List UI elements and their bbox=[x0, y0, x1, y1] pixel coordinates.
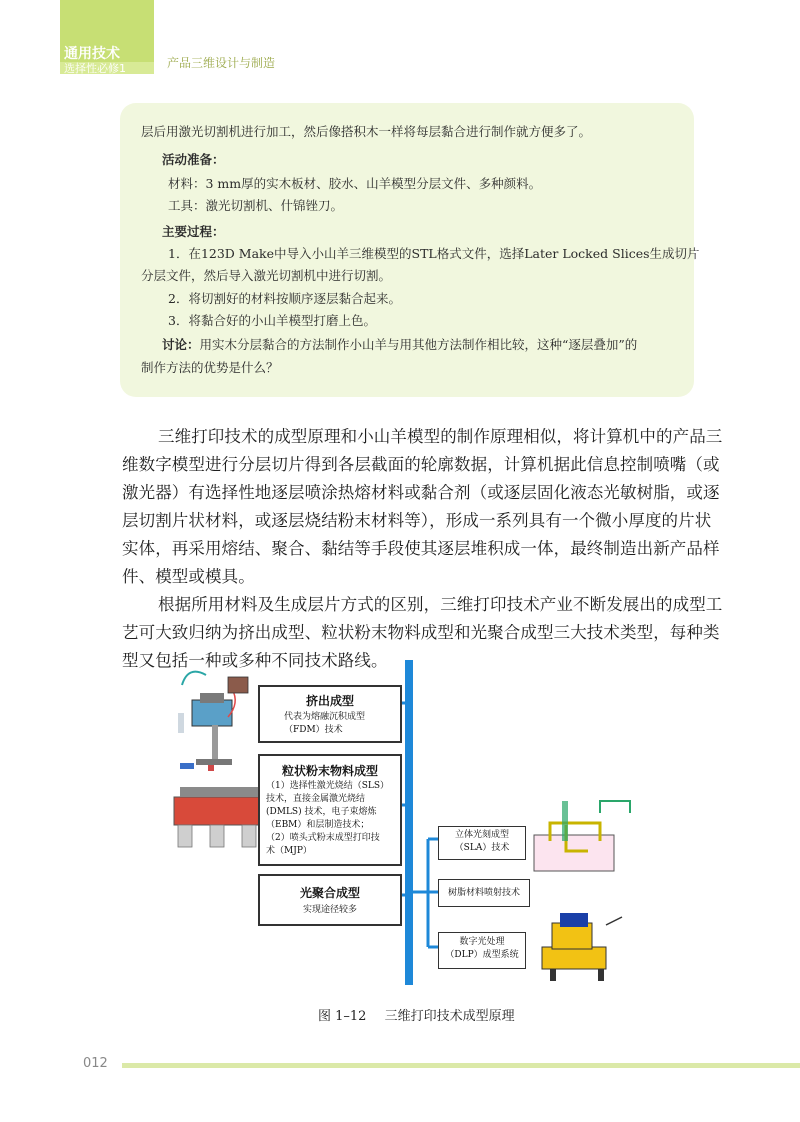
dlp-illustration bbox=[542, 913, 622, 981]
discussion-text: 用实木分层黏合的方法制作小山羊与用其他方法制作相比较，这种“逐层叠加”的 bbox=[199, 337, 638, 352]
box-extrusion-title: 挤出成型 bbox=[305, 694, 354, 708]
paragraph1-line: 实体，再采用熔结、聚合、黏结等手段使其逐层堆积成一体，最终制造出新产品样 bbox=[122, 539, 720, 558]
box-photopolymer-line: 实现途径较多 bbox=[302, 905, 357, 915]
fdm-machine-illustration bbox=[178, 672, 248, 765]
step3-line: 3．将黏合好的小山羊模型打磨上色。 bbox=[168, 313, 376, 328]
box-powder-line: （2）喷头式粉末成型打印技 bbox=[266, 833, 380, 843]
discussion-label: 讨论： bbox=[162, 337, 200, 352]
figure-caption bbox=[318, 1005, 515, 1024]
step2-line: 2．将切割好的材料按顺序逐层黏合起来。 bbox=[168, 291, 401, 306]
trunk-bar bbox=[405, 660, 413, 985]
chapter-title: 产品三维设计与制造 bbox=[167, 56, 276, 70]
box-powder-line: （EBM）和层制造技术； bbox=[266, 820, 370, 830]
figure-caption-label: 图 1–12 bbox=[318, 1009, 367, 1024]
figure-caption-text: 三维打印技术成型原理 bbox=[384, 1009, 515, 1024]
box-resin-jetting bbox=[438, 879, 530, 907]
sls-machine-illustration bbox=[174, 763, 268, 847]
materials-line: 材料：3 mm厚的实木板材、胶水、山羊模型分层文件、多种颜料。 bbox=[168, 176, 542, 191]
discussion-line2: 制作方法的优势是什么？ bbox=[141, 360, 279, 375]
book-subtitle: 选择性必修1 bbox=[64, 62, 126, 75]
prep-heading: 活动准备： bbox=[162, 152, 225, 167]
box-extrusion bbox=[258, 685, 402, 743]
paragraph1-line: 件、模型或模具。 bbox=[122, 567, 255, 586]
step1-line2: 分层文件，然后导入激光切割机中进行切割。 bbox=[141, 268, 392, 283]
figure-diagram bbox=[170, 655, 640, 995]
tools-line: 工具：激光切割机、什锦锉刀。 bbox=[168, 198, 344, 213]
box-powder-line: （1）选择性激光烧结（SLS） bbox=[266, 781, 390, 791]
box-powder-title: 粒状粉末物料成型 bbox=[281, 764, 378, 778]
box-resin-jetting-label: 树脂材料喷射技术 bbox=[447, 888, 520, 898]
paragraph1-line: 层切割片状材料，或逐层烧结粉末材料等），形成一系列具有一个微小厚度的片状 bbox=[122, 511, 712, 530]
paragraph2-line: 艺可大致归纳为挤出成型、粒状粉末物料成型和光聚合成型三大技术类型，每种类 bbox=[122, 623, 720, 642]
book-title: 通用技术 bbox=[64, 46, 120, 62]
activity-intro: 层后用激光切割机进行加工，然后像搭积木一样将每层黏合进行制作就方便多了。 bbox=[141, 124, 592, 139]
paragraph2-line: 型又包括一种或多种不同技术路线。 bbox=[122, 651, 388, 670]
process-heading: 主要过程： bbox=[162, 224, 225, 239]
sla-illustration bbox=[534, 801, 630, 871]
box-dlp-line2: （DLP）成型系统 bbox=[445, 950, 519, 960]
box-powder-line: 技术，直接金属激光烧结 bbox=[266, 794, 366, 804]
box-sla-line2: （SLA）技术 bbox=[454, 843, 510, 853]
discussion-line1 bbox=[162, 335, 637, 353]
paragraph1-line: 维数字模型进行分层切片得到各层截面的轮廓数据，计算机据此信息控制喷嘴（或 bbox=[122, 455, 720, 474]
paragraph1-line: 三维打印技术的成型原理和小山羊模型的制作原理相似，将计算机中的产品三 bbox=[158, 427, 723, 446]
box-dlp bbox=[438, 932, 526, 969]
box-powder bbox=[258, 754, 402, 866]
box-dlp-line1: 数字光处理 bbox=[459, 937, 505, 947]
paragraph2-line: 根据所用材料及生成层片方式的区别，三维打印技术产业不断发展出的成型工 bbox=[158, 595, 723, 614]
box-extrusion-line2: （FDM）技术 bbox=[284, 725, 343, 735]
paragraph1-line: 激光器）有选择性地逐层喷涂热熔材料或黏合剂（或逐层固化液态光敏树脂，或逐 bbox=[122, 483, 720, 502]
box-sla bbox=[438, 826, 526, 860]
box-extrusion-line1: 代表为熔融沉积成型 bbox=[284, 712, 366, 722]
page-number: 012 bbox=[83, 1056, 108, 1071]
box-sla-line1: 立体光刻成型 bbox=[454, 830, 509, 840]
box-powder-line: 术（MJP） bbox=[266, 846, 312, 856]
box-powder-line: (DMLS) 技术，电子束熔炼 bbox=[266, 807, 377, 817]
footer-bar bbox=[122, 1063, 800, 1068]
step1-line1: 1．在123D Make中导入小山羊三维模型的STL格式文件，选择Later Locked Slices生成切片 bbox=[168, 246, 700, 261]
box-photopolymer-title: 光聚合成型 bbox=[299, 886, 360, 900]
box-photopolymer bbox=[258, 874, 402, 926]
